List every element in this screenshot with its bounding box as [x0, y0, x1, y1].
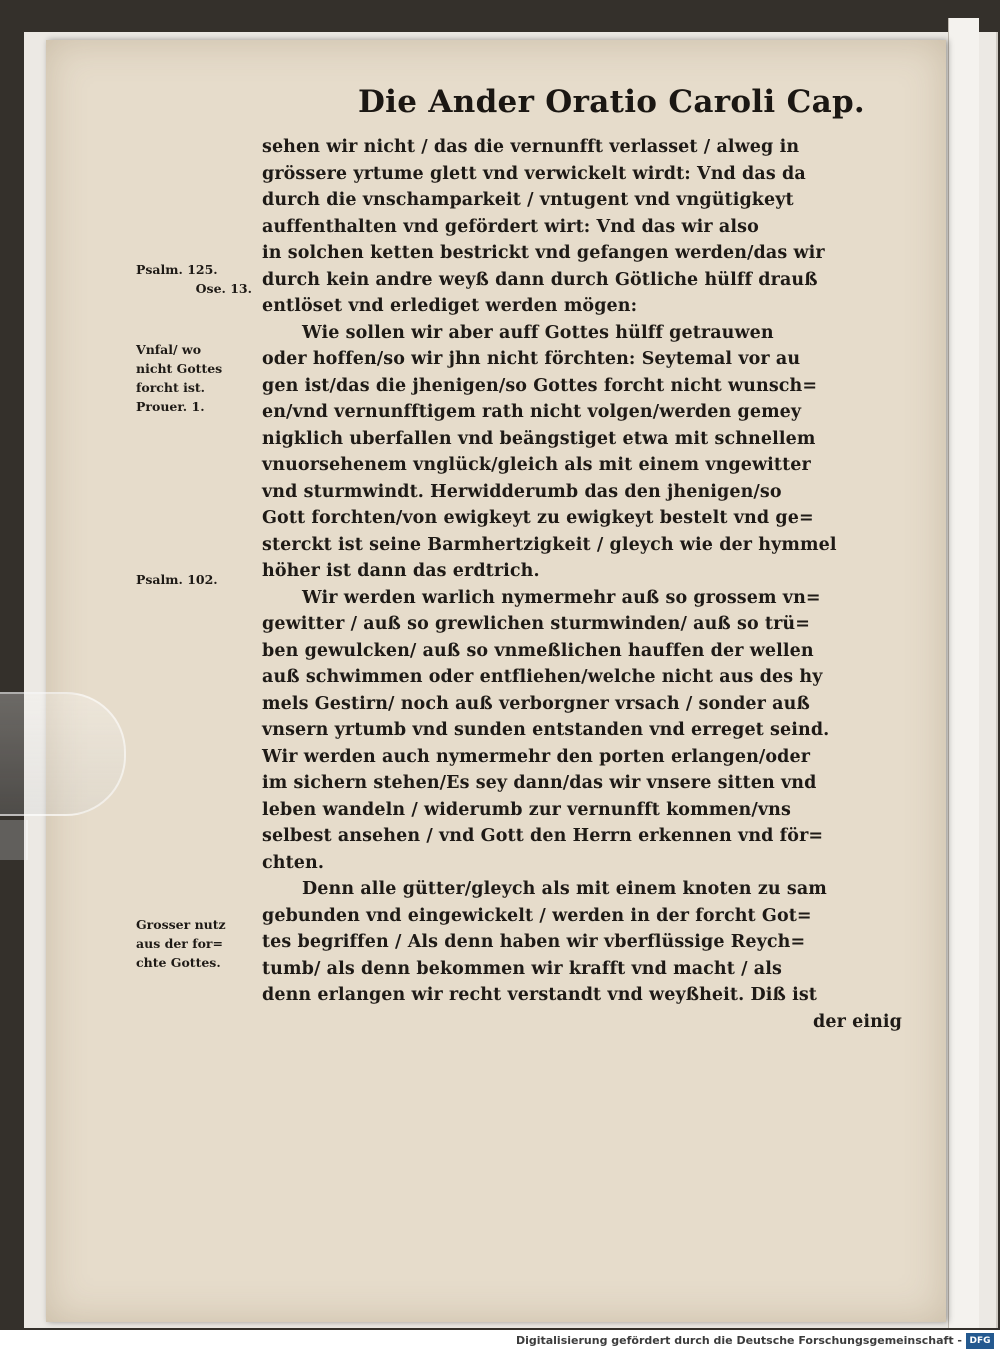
- text-line: vnsern yrtumb vnd sunden entstanden vnd erreget seind.: [262, 720, 830, 740]
- text-line: auß schwimmen oder entfliehen/welche nicht aus des hy: [262, 667, 823, 687]
- text-line: Wir werden warlich nymermehr auß so grossem vn=: [302, 587, 821, 608]
- text-line: entlöset vnd erlediget werden mögen:: [262, 296, 638, 316]
- margin-note-line: Vnfal/ wo: [136, 342, 202, 357]
- text-line: durch die vnschamparkeit / vntugent vnd vngütigkeyt: [262, 190, 794, 210]
- margin-note-line: Psalm. 125.: [136, 262, 218, 277]
- book-page: [46, 40, 946, 1322]
- text-line: nigklich uberfallen vnd beängstiget etwa mit schnellem: [262, 428, 816, 449]
- margin-note-line: nicht Gottes: [136, 361, 223, 376]
- text-line: grössere yrtume glett vnd verwickelt wirdt: Vnd das da: [262, 163, 806, 184]
- text-line: denn erlangen wir recht verstandt vnd weyßheit. Diß ist: [262, 985, 817, 1005]
- margin-note: [136, 915, 266, 972]
- body-text: [262, 134, 902, 1035]
- text-line: tes begriffen / Als denn haben wir vberflüssige Reych=: [262, 932, 806, 952]
- text-line: en/vnd vernunfftigem rath nicht volgen/werden gemey: [262, 402, 802, 422]
- catchword: der einig: [813, 1011, 902, 1032]
- text-line: auffenthalten vnd gefördert wirt: Vnd das wir also: [262, 216, 759, 237]
- text-line: tumb/ als denn bekommen wir krafft vnd macht / als: [262, 958, 782, 979]
- glass-weight-edge: [0, 820, 28, 860]
- dfg-logo: DFG: [966, 1333, 994, 1349]
- running-header: Die Ander Oratio Caroli Cap.: [358, 84, 866, 120]
- margin-note-line: Prouer. 1.: [136, 399, 205, 414]
- margin-note-line: Psalm. 102.: [136, 572, 218, 587]
- text-line: oder hoffen/so wir jhn nicht förchten: Seytemal vor au: [262, 349, 801, 369]
- text-line: durch kein andre weyß dann durch Götliche hülff drauß: [262, 269, 818, 290]
- text-line: gebunden vnd eingewickelt / werden in der forcht Got=: [262, 905, 812, 926]
- text-line: vnuorsehenem vnglück/gleich als mit einem vngewitter: [262, 455, 811, 475]
- margin-note-line: forcht ist.: [136, 380, 206, 395]
- text-line: selbest ansehen / vnd Gott den Herrn erkennen vnd för=: [262, 826, 824, 846]
- text-line: im sichern stehen/Es sey dann/das wir vnsere sitten vnd: [262, 773, 817, 793]
- text-line: sterckt ist seine Barmhertzigkeit / gleych wie der hymmel: [262, 534, 837, 555]
- footer-bar: [0, 1330, 1000, 1353]
- margin-note-line: Ose. 13.: [195, 281, 252, 296]
- text-line: Wie sollen wir aber auff Gottes hülff getrauwen: [302, 322, 774, 343]
- text-line: ben gewulcken/ auß so vnmeßlichen hauffen der wellen: [262, 640, 814, 661]
- text-line: gen ist/das die jhenigen/so Gottes forcht nicht wunsch=: [262, 375, 818, 396]
- text-line: sehen wir nicht / das die vernunfft verlasset / alweg in: [262, 137, 800, 157]
- text-line: Denn alle gütter/gleych als mit einem knoten zu sam: [302, 879, 827, 899]
- margin-note-line: chte Gottes.: [136, 955, 221, 970]
- text-line: leben wandeln / widerumb zur vernunfft kommen/vns: [262, 799, 791, 820]
- text-line: in solchen ketten bestrickt vnd gefangen werden/das wir: [262, 243, 825, 263]
- margin-note-line: Grosser nutz: [136, 917, 226, 932]
- text-line: mels Gestirn/ noch auß verborgner vrsach / sonder auß: [262, 693, 810, 714]
- text-line: Gott forchten/von ewigkeyt zu ewigkeyt bestelt vnd ge=: [262, 508, 814, 528]
- funding-notice: Digitalisierung gefördert durch die Deutsche Forschungsgemeinschaft -: [515, 1334, 962, 1347]
- glass-weight-clip: [0, 692, 126, 816]
- margin-note: [136, 260, 266, 298]
- page-edge-strip: [948, 18, 979, 1328]
- margin-note: [136, 340, 266, 416]
- margin-note-line: aus der for=: [136, 936, 223, 951]
- text-line: vnd sturmwindt. Herwidderumb das den jhenigen/so: [262, 481, 782, 502]
- margin-note: [136, 570, 266, 589]
- text-line: chten.: [262, 852, 325, 873]
- text-line: Wir werden auch nymermehr den porten erlangen/oder: [262, 746, 811, 767]
- text-line: höher ist dann das erdtrich.: [262, 561, 540, 581]
- text-line: gewitter / auß so grewlichen sturmwinden/ auß so trü=: [262, 614, 810, 634]
